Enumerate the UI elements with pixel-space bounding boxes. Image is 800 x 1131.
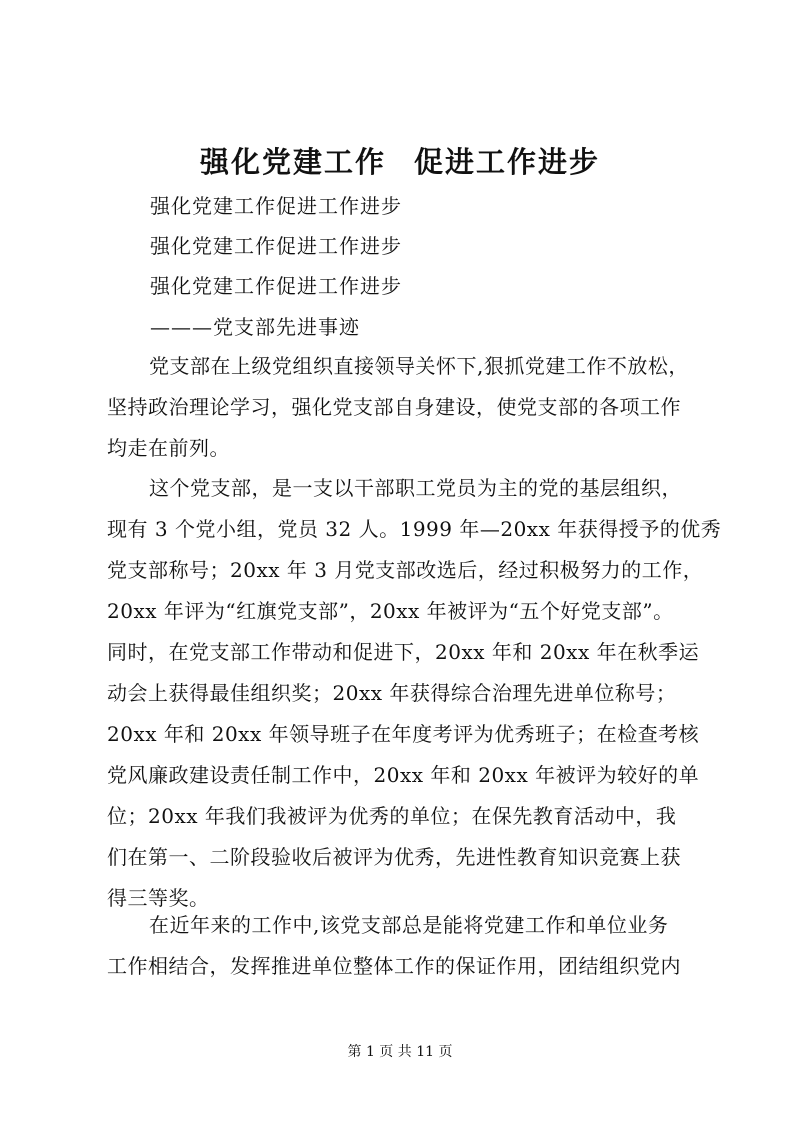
paragraph-line: 们在第一、二阶段验收后被评为优秀，先进性教育知识竞赛上获 xyxy=(107,845,681,869)
subtitle-line-2: 强化党建工作促进工作进步 xyxy=(150,234,402,258)
paragraph-line: 党支部在上级党组织直接领导关怀下,狠抓党建工作不放松， xyxy=(149,354,689,378)
paragraph-line: 动会上获得最佳组织奖；20xx 年获得综合治理先进单位称号； xyxy=(107,681,677,705)
paragraph-2 xyxy=(107,468,722,919)
paragraph-line: 坚持政治理论学习，强化党支部自身建设，使党支部的各项工作 xyxy=(107,395,681,419)
paragraph-line: 得三等奖。 xyxy=(107,886,210,910)
title-part-2: 促进工作进步 xyxy=(414,145,601,179)
subtitle-line-3: 强化党建工作促进工作进步 xyxy=(150,274,402,298)
paragraph-line: 现有 3 个党小组，党员 32 人。1999 年—20xx 年获得授予的优秀 xyxy=(107,517,722,541)
document-title xyxy=(0,140,800,184)
paragraph-line: 工作相结合，发挥推进单位整体工作的保证作用，团结组织党内 xyxy=(107,954,681,978)
paragraph-line: 这个党支部，是一支以干部职工党员为主的党的基层组织， xyxy=(149,476,682,500)
title-part-1: 强化党建工作 xyxy=(199,145,386,179)
paragraph-line: 党支部称号；20xx 年 3 月党支部改选后，经过积极努力的工作， xyxy=(107,558,704,582)
paragraph-line: 位；20xx 年我们我被评为优秀的单位；在保先教育活动中，我 xyxy=(107,804,677,828)
subtitle-line-1: 强化党建工作促进工作进步 xyxy=(150,194,402,218)
paragraph-line: 20xx 年评为“红旗党支部”，20xx 年被评为“五个好党支部”。 xyxy=(107,599,674,623)
paragraph-3 xyxy=(107,905,704,987)
subtitle-attribution: ———党支部先进事迹 xyxy=(150,315,360,339)
page-footer: 第 1 页 共 11 页 xyxy=(347,1044,453,1060)
paragraph-line: 同时，在党支部工作带动和促进下，20xx 年和 20xx 年在秋季运 xyxy=(107,640,700,664)
paragraph-line: 20xx 年和 20xx 年领导班子在年度考评为优秀班子；在检查考核 xyxy=(107,722,700,746)
paragraph-line: 党风廉政建设责任制工作中，20xx 年和 20xx 年被评为较好的单 xyxy=(107,763,700,787)
paragraph-line: 均走在前列。 xyxy=(107,436,230,460)
paragraph-1 xyxy=(107,346,704,469)
paragraph-line: 在近年来的工作中,该党支部总是能将党建工作和单位业务 xyxy=(149,913,669,937)
